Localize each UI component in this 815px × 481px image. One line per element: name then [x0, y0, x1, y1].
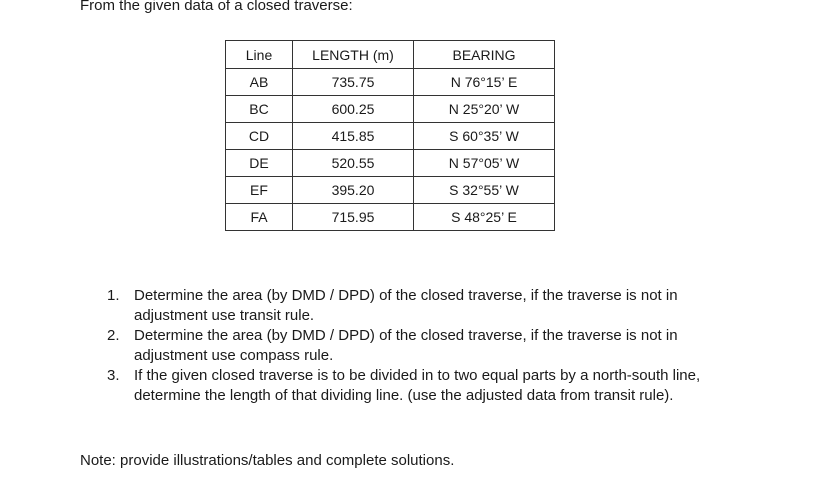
question-number: 2. [107, 327, 120, 344]
cell-length: 415.85 [293, 123, 414, 150]
cell-line: FA [226, 204, 293, 231]
question-item-3 [107, 366, 747, 405]
note-text: Note: provide illustrations/tables and complete solutions. [80, 452, 455, 469]
header-line: Line [226, 41, 293, 69]
intro-text: From the given data of a closed traverse: [80, 0, 353, 14]
cell-bearing: N 25°20’ W [414, 96, 555, 123]
table-row [226, 96, 555, 123]
table-row [226, 150, 555, 177]
question-text: Determine the area (by DMD / DPD) of the closed traverse, if the traverse is not in adjustment use compass rule. [134, 327, 678, 364]
question-item-1 [107, 286, 747, 325]
header-length: LENGTH (m) [293, 41, 414, 69]
cell-bearing: N 76°15’ E [414, 69, 555, 96]
question-number: 1. [107, 287, 120, 304]
cell-bearing: S 48°25’ E [414, 204, 555, 231]
traverse-data-table [225, 40, 555, 231]
table-row [226, 204, 555, 231]
cell-line: AB [226, 69, 293, 96]
question-text: Determine the area (by DMD / DPD) of the closed traverse, if the traverse is not in adjustment use transit rule. [134, 287, 678, 324]
cell-line: CD [226, 123, 293, 150]
table-row [226, 123, 555, 150]
cell-line: EF [226, 177, 293, 204]
cell-bearing: N 57°05’ W [414, 150, 555, 177]
cell-bearing: S 60°35’ W [414, 123, 555, 150]
cell-length: 600.25 [293, 96, 414, 123]
table-row [226, 177, 555, 204]
table-row [226, 69, 555, 96]
cell-line: BC [226, 96, 293, 123]
cell-length: 715.95 [293, 204, 414, 231]
question-item-2 [107, 326, 747, 365]
cell-length: 395.20 [293, 177, 414, 204]
cell-length: 520.55 [293, 150, 414, 177]
question-number: 3. [107, 367, 120, 384]
questions-list [107, 286, 747, 406]
cell-length: 735.75 [293, 69, 414, 96]
cell-bearing: S 32°55’ W [414, 177, 555, 204]
question-text: If the given closed traverse is to be divided in to two equal parts by a north-south line, determine the length of that dividing line. (use the adjusted data from transit rule). [134, 367, 701, 404]
header-bearing: BEARING [414, 41, 555, 69]
cell-line: DE [226, 150, 293, 177]
table-header-row [226, 41, 555, 69]
